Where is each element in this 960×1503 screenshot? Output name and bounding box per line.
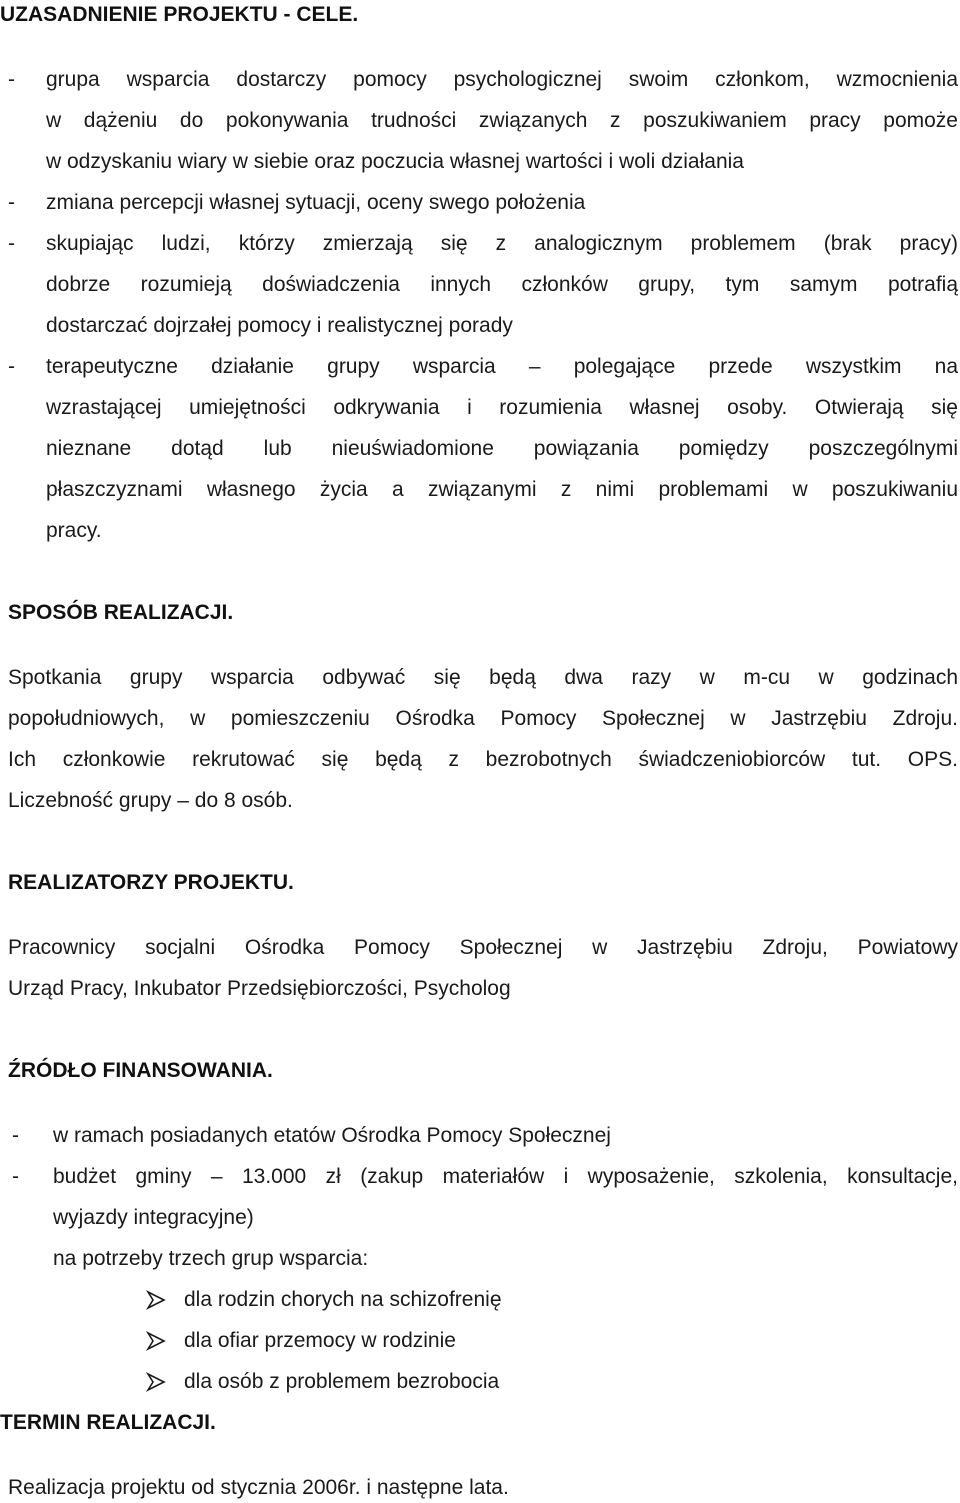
finansowanie-item2-line3: na potrzeby trzech grup wsparcia: <box>53 1247 369 1270</box>
bullet-dash: - <box>8 191 15 214</box>
cele-item4-line1: terapeutyczne działanie grupy wsparcia – polegające przede wszystkim na <box>46 355 958 378</box>
heading-realizatorzy: REALIZATORZY PROJEKTU. <box>8 871 294 894</box>
finansowanie-subitem: dla ofiar przemocy w rodzinie <box>184 1329 456 1352</box>
bullet-dash: - <box>8 355 15 378</box>
sposob-line3: Ich członkowie rekrutować się będą z bezrobotnych świadczeniobiorców tut. OPS. <box>8 748 958 771</box>
cele-item4-line4: płaszczyznami własnego życia a związanymi z nimi problemami w poszukiwaniu <box>46 478 958 501</box>
arrowhead-icon <box>146 1290 166 1310</box>
bullet-dash: - <box>8 232 15 255</box>
finansowanie-item2-line1: budżet gminy – 13.000 zł (zakup materiałów i wyposażenie, szkolenia, konsultacje, <box>53 1165 958 1188</box>
arrowhead-icon <box>146 1372 166 1392</box>
cele-item4-line2: wzrastającej umiejętności odkrywania i rozumienia własnej osoby. Otwierają się <box>46 396 958 419</box>
cele-item3-line1: skupiając ludzi, którzy zmierzają się z analogicznym problemem (brak pracy) <box>46 232 958 255</box>
cele-item2-line1: zmiana percepcji własnej sytuacji, oceny swego położenia <box>46 191 586 214</box>
heading-finansowanie: ŹRÓDŁO FINANSOWANIA. <box>8 1059 273 1082</box>
sposob-line2: popołudniowych, w pomieszczeniu Ośrodka Pomocy Społecznej w Jastrzębiu Zdroju. <box>8 707 958 730</box>
finansowanie-item2-line2: wyjazdy integracyjne) <box>53 1206 254 1229</box>
sposob-line4: Liczebność grupy – do 8 osób. <box>8 789 293 812</box>
realizatorzy-line2: Urząd Pracy, Inkubator Przedsiębiorczości, Psycholog <box>8 977 511 1000</box>
finansowanie-subitem: dla rodzin chorych na schizofrenię <box>184 1288 502 1311</box>
cele-item3-line2: dobrze rozumieją doświadczenia innych członków grupy, tym samym potrafią <box>46 273 958 296</box>
cele-item4-line3: nieznane dotąd lub nieuświadomione powiązania pomiędzy poszczególnymi <box>46 437 958 460</box>
realizatorzy-line1: Pracownicy socjalni Ośrodka Pomocy Społecznej w Jastrzębiu Zdroju, Powiatowy <box>8 936 958 959</box>
cele-item4-line5: pracy. <box>46 519 102 542</box>
cele-item1-line3: w odzyskaniu wiary w siebie oraz poczucia własnej wartości i woli działania <box>46 150 744 173</box>
bullet-dash: - <box>12 1165 19 1188</box>
bullet-dash: - <box>12 1124 19 1147</box>
cele-item1-line2: w dążeniu do pokonywania trudności związanych z poszukiwaniem pracy pomoże <box>46 109 958 132</box>
cele-item1-line1: grupa wsparcia dostarczy pomocy psychologicznej swoim członkom, wzmocnienia <box>46 68 958 91</box>
termin-line: Realizacja projektu od stycznia 2006r. i następne lata. <box>8 1476 509 1499</box>
heading-cele: UZASADNIENIE PROJEKTU - CELE. <box>0 3 359 26</box>
heading-sposob: SPOSÓB REALIZACJI. <box>8 601 234 624</box>
heading-termin: TERMIN REALIZACJI. <box>0 1411 216 1434</box>
finansowanie-item1: w ramach posiadanych etatów Ośrodka Pomocy Społecznej <box>53 1124 611 1147</box>
cele-item3-line3: dostarczać dojrzałej pomocy i realistycznej porady <box>46 314 513 337</box>
sposob-line1: Spotkania grupy wsparcia odbywać się będą dwa razy w m-cu w godzinach <box>8 666 958 689</box>
arrowhead-icon <box>146 1331 166 1351</box>
bullet-dash: - <box>8 68 15 91</box>
finansowanie-subitem: dla osób z problemem bezrobocia <box>184 1370 500 1393</box>
